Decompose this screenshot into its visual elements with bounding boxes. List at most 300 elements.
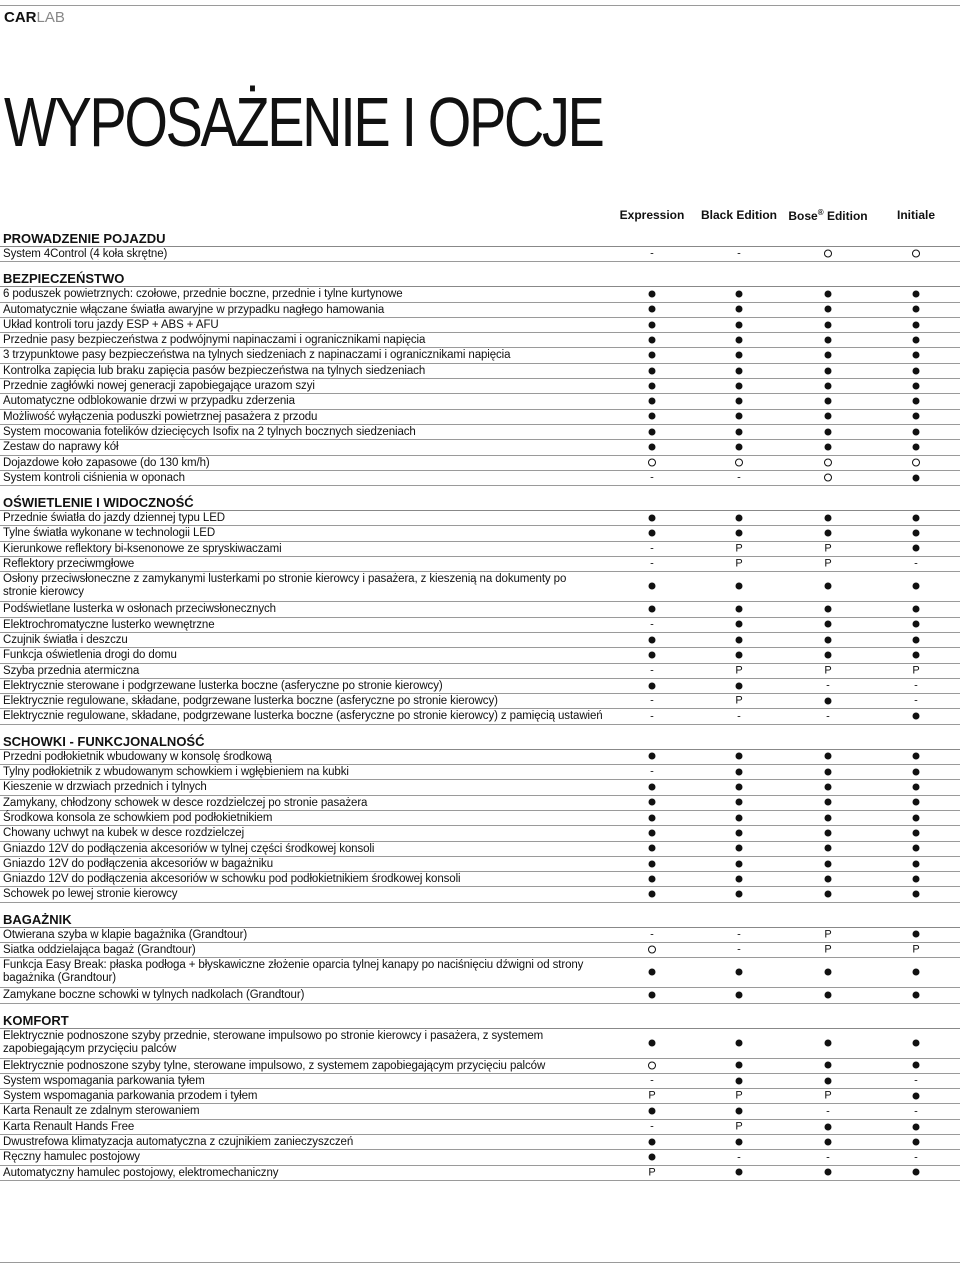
value-cell <box>913 797 920 808</box>
standard-dot-icon <box>825 336 832 343</box>
value-cell <box>913 350 920 361</box>
standard-dot-icon <box>649 753 656 760</box>
standard-dot-icon <box>736 636 743 643</box>
pack-value: P <box>648 1166 656 1179</box>
value-cell <box>825 427 832 438</box>
table-row <box>0 1120 960 1135</box>
value-cell <box>913 767 920 778</box>
value-cell <box>736 604 743 615</box>
row-label: System wspomagania parkowania tyłem <box>3 1074 205 1087</box>
standard-dot-icon <box>736 352 743 359</box>
standard-dot-icon <box>736 1062 743 1069</box>
not-available-value: - <box>826 679 830 692</box>
standard-dot-icon <box>649 651 656 658</box>
row-label: Kontrolka zapięcia lub braku zapięcia pasów bezpieczeństwa na tylnych siedzeniach <box>3 364 426 377</box>
value-cell <box>913 1091 920 1102</box>
standard-dot-icon <box>913 530 920 537</box>
not-available-value: - <box>737 1151 741 1163</box>
value-cell <box>825 442 832 453</box>
value-cell <box>736 680 743 691</box>
standard-dot-icon <box>913 367 920 374</box>
standard-dot-icon <box>736 398 743 405</box>
value-cell <box>737 929 741 940</box>
not-available-value: - <box>826 1105 830 1118</box>
standard-dot-icon <box>825 875 832 882</box>
value-cell <box>824 945 831 956</box>
value-cell <box>649 396 656 407</box>
value-cell <box>913 513 920 524</box>
row-label: Karta Renault ze zdalnym sterowaniem <box>3 1105 200 1118</box>
value-cell <box>735 665 742 676</box>
standard-dot-icon <box>913 845 920 852</box>
table-row <box>0 928 960 943</box>
not-available-value: - <box>914 1151 918 1163</box>
value-cell <box>913 289 920 300</box>
value-cell <box>825 365 832 376</box>
option-ring-icon <box>648 1061 656 1069</box>
standard-dot-icon <box>913 636 920 643</box>
value-cell <box>737 249 741 260</box>
not-available-value: - <box>650 664 654 677</box>
standard-dot-icon <box>649 398 656 405</box>
row-label: System 4Control (4 koła skrętne) <box>3 248 168 260</box>
value-cell <box>913 604 920 615</box>
value-cell <box>648 1167 655 1178</box>
table-row <box>0 1166 960 1181</box>
table-row <box>0 410 960 425</box>
row-label: 6 poduszek powietrznych: czołowe, przednie boczne, przednie i tylne kurtynowe <box>3 288 403 301</box>
value-cell <box>825 751 832 762</box>
standard-dot-icon <box>825 382 832 389</box>
value-cell <box>913 990 920 1001</box>
value-cell <box>650 473 654 484</box>
table-row <box>0 1059 960 1074</box>
row-label: Gniazdo 12V do podłączenia akcesoriów w bagażniku <box>3 857 273 870</box>
not-available-value: - <box>914 1105 918 1118</box>
standard-dot-icon <box>825 1138 832 1145</box>
value-cell <box>825 1060 832 1071</box>
value-cell <box>736 381 743 392</box>
table-row <box>0 333 960 348</box>
table-row <box>0 1074 960 1089</box>
standard-dot-icon <box>825 367 832 374</box>
value-cell <box>825 843 832 854</box>
standard-dot-icon <box>825 891 832 898</box>
value-cell <box>824 457 832 468</box>
standard-dot-icon <box>913 1138 920 1145</box>
row-label: Reflektory przeciwmgłowe <box>3 558 135 571</box>
standard-dot-icon <box>736 382 743 389</box>
standard-dot-icon <box>649 336 656 343</box>
value-cell <box>825 767 832 778</box>
value-cell <box>913 528 920 539</box>
pack-value: P <box>824 542 832 555</box>
not-available-value: - <box>650 247 654 260</box>
standard-dot-icon <box>649 530 656 537</box>
not-available-value: - <box>737 928 741 941</box>
not-available-value: - <box>914 679 918 692</box>
value-cell <box>826 680 830 691</box>
standard-dot-icon <box>649 352 656 359</box>
value-cell <box>824 929 831 940</box>
value-cell <box>912 249 920 260</box>
not-available-value: - <box>914 557 918 570</box>
value-cell <box>825 528 832 539</box>
pack-value: P <box>735 1120 743 1133</box>
standard-dot-icon <box>649 382 656 389</box>
value-cell <box>825 381 832 392</box>
value-cell <box>649 967 656 978</box>
table-row <box>0 679 960 694</box>
row-label: Gniazdo 12V do podłączenia akcesoriów w tylnej części środkowej konsoli <box>3 842 375 855</box>
section-gap <box>0 262 960 271</box>
standard-dot-icon <box>736 428 743 435</box>
standard-dot-icon <box>913 1039 920 1046</box>
standard-dot-icon <box>736 413 743 420</box>
standard-dot-icon <box>736 992 743 999</box>
value-cell <box>737 1152 741 1163</box>
value-cell <box>825 396 832 407</box>
table-row <box>0 618 960 633</box>
not-available-value: - <box>650 1074 654 1087</box>
row-label: Schowek po lewej stronie kierowcy <box>3 888 178 901</box>
value-cell <box>649 680 656 691</box>
standard-dot-icon <box>649 514 656 521</box>
value-cell <box>649 990 656 1001</box>
value-cell <box>648 457 656 468</box>
standard-dot-icon <box>913 829 920 836</box>
not-available-value: - <box>650 471 654 484</box>
value-cell <box>736 1106 743 1117</box>
standard-dot-icon <box>913 1062 920 1069</box>
option-ring-icon <box>824 474 832 482</box>
row-label: Funkcja Easy Break: płaska podłoga + błyskawiczne złożenie oparcia tylnej kanapy po naciśnięciu dźwigni od strony bagażnika (Grandtour) <box>3 959 584 985</box>
value-cell <box>649 650 656 661</box>
standard-dot-icon <box>649 636 656 643</box>
standard-dot-icon <box>736 969 743 976</box>
standard-dot-icon <box>913 875 920 882</box>
value-cell <box>736 513 743 524</box>
value-cell <box>825 1167 832 1178</box>
value-cell <box>825 335 832 346</box>
value-cell <box>649 1152 656 1163</box>
row-label: Możliwość wyłączenia poduszki powietrznej pasażera z przodu <box>3 410 318 423</box>
not-available-value: - <box>914 694 918 707</box>
not-available-value: - <box>826 710 830 723</box>
standard-dot-icon <box>736 621 743 628</box>
standard-dot-icon <box>736 845 743 852</box>
value-cell <box>649 635 656 646</box>
value-cell <box>736 767 743 778</box>
value-cell <box>824 543 831 554</box>
standard-dot-icon <box>913 891 920 898</box>
row-label: Karta Renault Hands Free <box>3 1120 135 1133</box>
value-cell <box>913 304 920 315</box>
standard-dot-icon <box>825 651 832 658</box>
standard-dot-icon <box>825 514 832 521</box>
standard-dot-icon <box>736 1077 743 1084</box>
standard-dot-icon <box>736 606 743 613</box>
table-row <box>0 287 960 302</box>
standard-dot-icon <box>649 875 656 882</box>
value-cell <box>736 782 743 793</box>
row-label: Przednie światła do jazdy dziennej typu LED <box>3 512 225 525</box>
value-cell <box>913 320 920 331</box>
value-cell <box>736 813 743 824</box>
section-title: KOMFORT <box>0 1013 960 1029</box>
value-cell <box>736 427 743 438</box>
standard-dot-icon <box>913 352 920 359</box>
standard-dot-icon <box>825 530 832 537</box>
table-row <box>0 872 960 887</box>
value-cell <box>649 858 656 869</box>
section-title: PROWADZENIE POJAZDU <box>0 231 960 247</box>
value-cell <box>913 381 920 392</box>
standard-dot-icon <box>736 682 743 689</box>
standard-dot-icon <box>825 799 832 806</box>
page-title: WYPOSAŻENIE I OPCJE <box>4 83 603 161</box>
value-cell <box>824 665 831 676</box>
row-label: Szyba przednia atermiczna <box>3 664 140 677</box>
value-cell <box>913 1137 920 1148</box>
value-cell <box>736 1167 743 1178</box>
table-row <box>0 1089 960 1104</box>
standard-dot-icon <box>649 291 656 298</box>
col-initiale: Initiale <box>896 208 936 222</box>
not-available-value: - <box>737 943 741 956</box>
standard-dot-icon <box>825 606 832 613</box>
table-row <box>0 247 960 262</box>
standard-dot-icon <box>825 306 832 313</box>
standard-dot-icon <box>825 444 832 451</box>
value-cell <box>825 1121 832 1132</box>
value-cell <box>649 411 656 422</box>
value-cell <box>825 320 832 331</box>
row-label: Przednie zagłówki nowej generacji zapobiegające urazom szyi <box>3 380 315 393</box>
standard-dot-icon <box>913 428 920 435</box>
standard-dot-icon <box>736 530 743 537</box>
value-cell <box>649 1038 656 1049</box>
pack-value: P <box>735 542 743 555</box>
row-label: Siatka oddzielająca bagaż (Grandtour) <box>3 943 196 956</box>
value-cell <box>736 304 743 315</box>
pack-value: P <box>824 1089 832 1102</box>
table-row <box>0 318 960 333</box>
standard-dot-icon <box>825 398 832 405</box>
value-cell <box>736 528 743 539</box>
standard-dot-icon <box>913 321 920 328</box>
table-row <box>0 1150 960 1165</box>
table-row <box>0 602 960 617</box>
value-cell <box>648 1091 655 1102</box>
equipment-table <box>0 231 960 1181</box>
standard-dot-icon <box>825 992 832 999</box>
value-cell <box>913 813 920 824</box>
standard-dot-icon <box>913 444 920 451</box>
table-row <box>0 542 960 557</box>
row-label: Podświetlane lusterka w osłonach przeciwsłonecznych <box>3 603 276 616</box>
row-label: Zamykany, chłodzony schowek w desce rozdzielczej po stronie pasażera <box>3 796 368 809</box>
value-cell <box>914 559 918 570</box>
row-label: Gniazdo 12V do podłączenia akcesoriów w schowku pod podłokietnikiem środkowej konsoli <box>3 873 461 886</box>
value-cell <box>913 473 920 484</box>
standard-dot-icon <box>913 799 920 806</box>
standard-dot-icon <box>736 444 743 451</box>
value-cell <box>825 1038 832 1049</box>
not-available-value: - <box>737 471 741 484</box>
row-label: Ręczny hamulec postojowy <box>3 1151 140 1164</box>
value-cell <box>913 843 920 854</box>
row-label: System wspomagania parkowania przodem i tyłem <box>3 1090 258 1103</box>
value-cell <box>913 1060 920 1071</box>
table-row <box>0 750 960 765</box>
row-label: Środkowa konsola ze schowkiem pod podłokietnikiem <box>3 811 273 824</box>
standard-dot-icon <box>913 784 920 791</box>
value-cell <box>824 473 832 484</box>
value-cell <box>825 304 832 315</box>
standard-dot-icon <box>649 969 656 976</box>
table-row <box>0 943 960 958</box>
row-label: Elektrycznie regulowane, składane, podgrzewane lusterka boczne (asferyczne po stronie kierowcy) z pamięcią ustawień <box>3 710 603 723</box>
standard-dot-icon <box>736 891 743 898</box>
standard-dot-icon <box>825 1077 832 1084</box>
value-cell <box>650 767 654 778</box>
col-black-edition: Black Edition <box>700 208 778 222</box>
value-cell <box>825 1137 832 1148</box>
value-cell <box>825 289 832 300</box>
standard-dot-icon <box>736 860 743 867</box>
standard-dot-icon <box>649 1108 656 1115</box>
value-cell <box>735 1091 742 1102</box>
standard-dot-icon <box>913 514 920 521</box>
brand-logo: CARLAB <box>4 9 65 26</box>
value-cell <box>912 665 919 676</box>
standard-dot-icon <box>649 583 656 590</box>
standard-dot-icon <box>825 814 832 821</box>
standard-dot-icon <box>649 829 656 836</box>
table-row <box>0 303 960 318</box>
standard-dot-icon <box>649 428 656 435</box>
value-cell <box>825 990 832 1001</box>
top-rule <box>0 5 960 6</box>
value-cell <box>736 289 743 300</box>
row-label: Osłony przeciwsłoneczne z zamykanymi lusterkami po stronie kierowcy i pasażera, z kieszenią na dokumenty po stronie kierowcy <box>3 573 567 599</box>
value-cell <box>737 945 741 956</box>
standard-dot-icon <box>649 1154 656 1161</box>
value-cell <box>913 581 920 592</box>
section-gap <box>0 725 960 734</box>
standard-dot-icon <box>825 291 832 298</box>
row-label: System kontroli ciśnienia w oponach <box>3 471 185 484</box>
standard-dot-icon <box>913 1123 920 1130</box>
value-cell <box>649 581 656 592</box>
option-ring-icon <box>735 458 743 466</box>
table-row <box>0 648 960 663</box>
value-cell <box>736 1137 743 1148</box>
col-bose-edition: Bose® Edition <box>788 208 868 223</box>
table-row <box>0 425 960 440</box>
not-available-value: - <box>650 928 654 941</box>
row-label: Przednie pasy bezpieczeństwa z podwójnymi napinaczami i ogranicznikami napięcia <box>3 334 426 347</box>
standard-dot-icon <box>913 931 920 938</box>
standard-dot-icon <box>825 428 832 435</box>
value-cell <box>913 335 920 346</box>
bottom-rule <box>0 1262 960 1263</box>
value-cell <box>913 365 920 376</box>
standard-dot-icon <box>913 713 920 720</box>
row-label: Otwierana szyba w klapie bagażnika (Grandtour) <box>3 928 248 941</box>
standard-dot-icon <box>825 753 832 760</box>
value-cell <box>736 396 743 407</box>
standard-dot-icon <box>736 367 743 374</box>
value-cell <box>736 1076 743 1087</box>
value-cell <box>649 874 656 885</box>
value-cell <box>649 365 656 376</box>
value-cell <box>736 442 743 453</box>
value-cell <box>825 874 832 885</box>
not-available-value: - <box>650 765 654 778</box>
row-label: Elektrycznie regulowane, składane, podgrzewane lusterka boczne (asferyczne po stronie kierowcy) <box>3 695 498 708</box>
standard-dot-icon <box>825 1062 832 1069</box>
column-headers <box>0 208 960 224</box>
section-gap <box>0 486 960 495</box>
value-cell <box>914 1152 918 1163</box>
value-cell <box>649 528 656 539</box>
standard-dot-icon <box>825 583 832 590</box>
row-label: Elektrycznie podnoszone szyby przednie, sterowane impulsowo po stronie kierowcy i pasażera, z systemem zapobiegającym przycięciu palców <box>3 1029 544 1055</box>
value-cell <box>649 442 656 453</box>
value-cell <box>825 828 832 839</box>
value-cell <box>649 751 656 762</box>
value-cell <box>650 559 654 570</box>
value-cell <box>913 782 920 793</box>
standard-dot-icon <box>736 768 743 775</box>
value-cell <box>736 843 743 854</box>
standard-dot-icon <box>825 784 832 791</box>
value-cell <box>737 711 741 722</box>
value-cell <box>913 711 920 722</box>
table-row <box>0 1029 960 1059</box>
standard-dot-icon <box>649 682 656 689</box>
table-row <box>0 780 960 795</box>
standard-dot-icon <box>649 845 656 852</box>
standard-dot-icon <box>736 1039 743 1046</box>
value-cell <box>736 335 743 346</box>
table-row <box>0 394 960 409</box>
table-row <box>0 709 960 724</box>
row-label: Kierunkowe reflektory bi-ksenonowe ze spryskiwaczami <box>3 542 282 555</box>
value-cell <box>648 1060 656 1071</box>
value-cell <box>736 751 743 762</box>
value-cell <box>736 650 743 661</box>
row-label: Dojazdowe koło zapasowe (do 130 km/h) <box>3 456 210 469</box>
standard-dot-icon <box>825 413 832 420</box>
standard-dot-icon <box>913 413 920 420</box>
value-cell <box>650 1076 654 1087</box>
standard-dot-icon <box>649 321 656 328</box>
value-cell <box>913 751 920 762</box>
value-cell <box>649 304 656 315</box>
value-cell <box>913 1038 920 1049</box>
pack-value: P <box>824 928 832 941</box>
standard-dot-icon <box>736 306 743 313</box>
value-cell <box>649 782 656 793</box>
standard-dot-icon <box>825 969 832 976</box>
option-ring-icon <box>648 458 656 466</box>
value-cell <box>736 619 743 630</box>
table-row <box>0 364 960 379</box>
row-label: Przedni podłokietnik wbudowany w konsolę środkową <box>3 750 272 763</box>
